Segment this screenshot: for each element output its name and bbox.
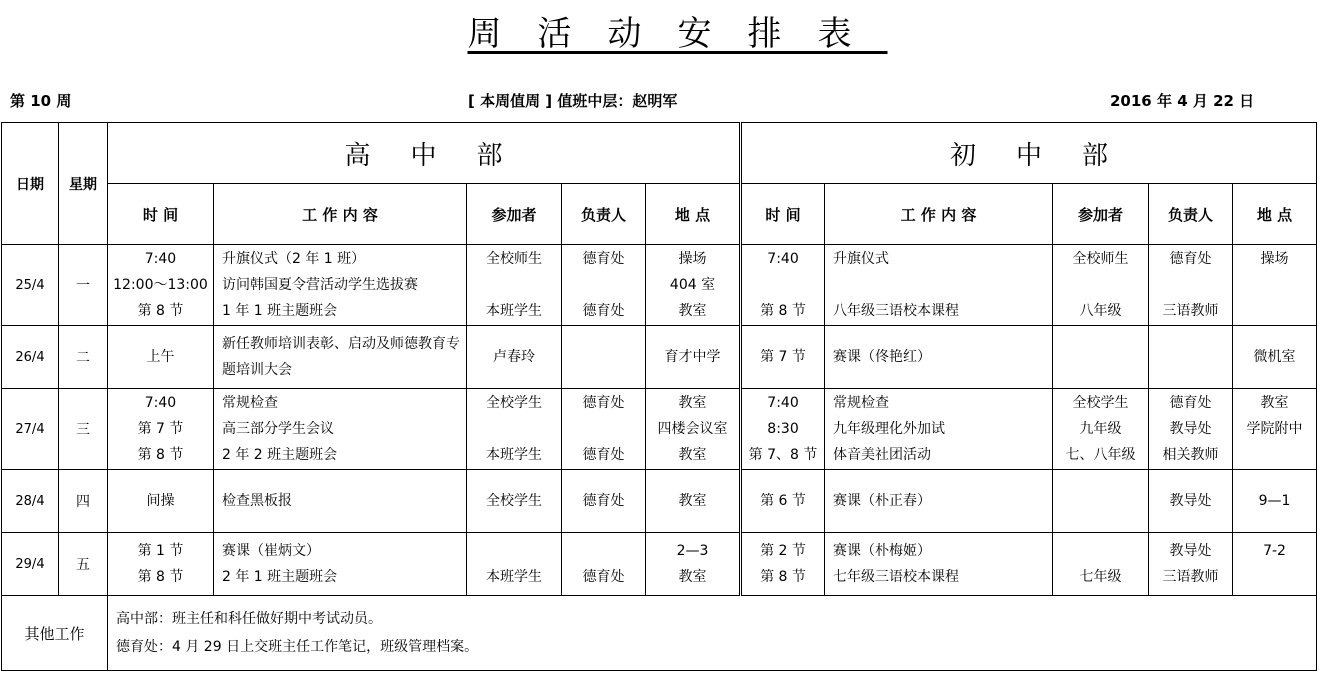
senior-location-line: 教室 (678, 569, 707, 585)
date-cell: 25/4 (2, 245, 59, 326)
senior-time-line: 第 8 节 (137, 447, 184, 463)
senior-time-line: 7:40 (144, 395, 177, 411)
junior-content-cell (825, 326, 1053, 389)
junior-location-line: 操场 (1260, 251, 1289, 267)
junior-time-line: 第 7、8 节 (748, 447, 818, 463)
junior-content-line: 赛课（佟艳红） (833, 349, 932, 365)
senior-participants-cell (467, 533, 562, 596)
junior-owner-line (1149, 344, 1232, 370)
date-cell: 27/4 (2, 389, 59, 470)
senior-owner-line (562, 538, 645, 564)
junior-participants-line (1053, 538, 1148, 564)
other-work-label: 其他工作 (2, 596, 108, 671)
senior-content-cell (214, 389, 467, 470)
junior-dept-header: 初中部 (741, 123, 1317, 184)
junior-time-line: 第 6 节 (760, 493, 806, 509)
junior-time-header: 时 间 (741, 184, 825, 245)
junior-location-line (1233, 564, 1316, 590)
junior-owner-line: 三语教师 (1162, 569, 1219, 585)
senior-owner-line: 德育处 (582, 303, 625, 319)
senior-content-line: 升旗仪式（2 年 1 班） (222, 251, 366, 267)
senior-content-line: 2 年 1 班主题班会 (222, 569, 338, 585)
weekday-cell: 二 (59, 326, 108, 389)
senior-owner-cell (562, 245, 646, 326)
senior-content-header: 工 作 内 容 (214, 184, 467, 245)
junior-time-cell (741, 389, 825, 470)
senior-location-cell (646, 470, 741, 533)
senior-time-cell (108, 470, 214, 533)
junior-content-cell (825, 245, 1053, 326)
senior-owner-line: 德育处 (582, 493, 625, 509)
senior-location-line: 教室 (678, 303, 707, 319)
junior-location-cell (1233, 245, 1317, 326)
senior-owner-cell (562, 389, 646, 470)
schedule-row (2, 389, 1317, 470)
junior-participants-line: 九年级 (1079, 421, 1122, 437)
senior-content-line: 1 年 1 班主题班会 (222, 303, 338, 319)
junior-location-header: 地 点 (1233, 184, 1317, 245)
junior-location-line: 7-2 (1263, 543, 1286, 559)
junior-location-cell (1233, 470, 1317, 533)
senior-participants-line: 卢春玲 (493, 349, 535, 365)
junior-time-line: 8:30 (767, 421, 799, 437)
senior-participants-line: 本班学生 (486, 447, 542, 463)
junior-location-line (1233, 272, 1316, 298)
schedule-row (2, 245, 1317, 326)
senior-content-cell (214, 326, 467, 389)
senior-owner-cell (562, 470, 646, 533)
junior-participants-cell (1053, 245, 1149, 326)
senior-content-line: 常规检查 (222, 395, 278, 411)
other-work-content (108, 596, 1317, 671)
senior-time-line: 第 8 节 (137, 569, 184, 585)
senior-participants-cell (467, 389, 562, 470)
weekday-cell: 四 (59, 470, 108, 533)
junior-owner-line: 教导处 (1169, 493, 1212, 509)
junior-owner-line (1149, 272, 1232, 298)
senior-location-cell (646, 533, 741, 596)
junior-content-line (833, 272, 1052, 298)
senior-time-cell (108, 533, 214, 596)
senior-participants-header: 参加者 (467, 184, 562, 245)
junior-location-cell (1233, 326, 1317, 389)
weekday-cell: 三 (59, 389, 108, 470)
junior-owner-line: 三语教师 (1162, 303, 1219, 319)
junior-content-line: 八年级三语校本课程 (833, 303, 960, 319)
senior-owner-header: 负责人 (562, 184, 646, 245)
junior-time-line: 第 7 节 (760, 349, 806, 365)
junior-participants-line (1053, 272, 1148, 298)
junior-owner-cell (1149, 389, 1233, 470)
date-header: 日期 (2, 123, 59, 245)
senior-content-line: 赛课（崔炳文） (222, 543, 320, 559)
junior-time-line: 第 8 节 (760, 303, 806, 319)
junior-time-cell (741, 245, 825, 326)
junior-owner-cell (1149, 245, 1233, 326)
senior-owner-line: 德育处 (582, 251, 625, 267)
junior-time-cell (741, 533, 825, 596)
senior-location-line: 教室 (678, 493, 707, 509)
junior-content-line: 赛课（朴梅姬） (833, 543, 932, 559)
senior-location-cell (646, 326, 741, 389)
junior-content-line: 升旗仪式 (833, 251, 890, 267)
junior-owner-line: 德育处 (1169, 395, 1212, 411)
junior-owner-cell (1149, 533, 1233, 596)
schedule-date: 2016 年 4 月 22 日 (1110, 92, 1255, 110)
senior-time-line: 7:40 (144, 251, 177, 267)
junior-owner-header: 负责人 (1149, 184, 1233, 245)
schedule-row (2, 470, 1317, 533)
senior-owner-line (562, 416, 645, 442)
junior-owner-cell (1149, 326, 1233, 389)
schedule-row (2, 326, 1317, 389)
other-work-line: 德育处：4 月 29 日上交班主任工作笔记，班级管理档案。 (116, 639, 479, 655)
senior-participants-cell (467, 326, 562, 389)
junior-owner-cell (1149, 470, 1233, 533)
senior-time-line: 上午 (146, 349, 175, 365)
junior-participants-line: 八年级 (1079, 303, 1122, 319)
junior-content-line: 常规检查 (833, 395, 890, 411)
senior-participants-line (467, 416, 561, 442)
weekday-cell: 五 (59, 533, 108, 596)
junior-time-line: 第 2 节 (760, 543, 806, 559)
junior-owner-line: 教导处 (1169, 543, 1212, 559)
date-cell: 26/4 (2, 326, 59, 389)
senior-location-line: 404 室 (669, 277, 716, 293)
senior-participants-line: 全校学生 (486, 395, 542, 411)
junior-participants-header: 参加者 (1053, 184, 1149, 245)
junior-location-line: 9—1 (1258, 493, 1291, 509)
junior-content-cell (825, 533, 1053, 596)
junior-participants-cell (1053, 326, 1149, 389)
junior-time-cell (741, 326, 825, 389)
duty-info: [ 本周值周 ] 值班中层：赵明军 (468, 92, 678, 110)
junior-content-header: 工 作 内 容 (825, 184, 1053, 245)
schedule-table (1, 122, 1317, 671)
senior-owner-line (562, 344, 645, 370)
junior-location-line (1233, 298, 1316, 324)
week-number: 第 10 周 (10, 92, 72, 110)
senior-participants-line: 全校师生 (486, 251, 542, 267)
junior-content-cell (825, 470, 1053, 533)
junior-participants-line: 七年级 (1079, 569, 1122, 585)
senior-time-line: 12:00～13:00 (113, 277, 208, 293)
junior-time-line: 第 8 节 (760, 569, 806, 585)
senior-owner-line: 德育处 (582, 395, 625, 411)
junior-owner-line: 教导处 (1169, 421, 1212, 437)
junior-content-line: 体音美社团活动 (833, 447, 932, 463)
junior-content-cell (825, 389, 1053, 470)
junior-participants-cell (1053, 533, 1149, 596)
senior-content-line: 新任教师培训表彰、启动及师德教育专题培训大会 (222, 336, 460, 378)
junior-content-line: 赛课（朴正春） (833, 493, 932, 509)
junior-location-line: 学院附中 (1246, 421, 1303, 437)
junior-participants-line: 全校学生 (1072, 395, 1129, 411)
junior-owner-line: 德育处 (1169, 251, 1212, 267)
junior-location-line (1233, 442, 1316, 468)
senior-time-line: 第 8 节 (137, 303, 184, 319)
senior-participants-line: 全校学生 (486, 493, 542, 509)
junior-time-line: 7:40 (767, 395, 799, 411)
senior-location-line: 教室 (678, 395, 707, 411)
junior-location-cell (1233, 533, 1317, 596)
senior-participants-line (467, 538, 561, 564)
weekday-header: 星期 (59, 123, 108, 245)
senior-time-line: 间操 (146, 493, 175, 509)
page-title: 周活动安排表 (467, 14, 888, 54)
senior-owner-line: 德育处 (582, 569, 625, 585)
senior-owner-cell (562, 326, 646, 389)
senior-owner-cell (562, 533, 646, 596)
senior-content-cell (214, 245, 467, 326)
junior-content-line: 九年级理化外加试 (833, 421, 946, 437)
senior-content-line: 高三部分学生会议 (222, 421, 334, 437)
senior-participants-cell (467, 470, 562, 533)
senior-participants-line: 本班学生 (486, 569, 542, 585)
senior-time-line: 第 1 节 (137, 543, 184, 559)
junior-content-line: 七年级三语校本课程 (833, 569, 960, 585)
senior-content-line: 访问韩国夏令营活动学生选拔赛 (222, 277, 418, 293)
senior-location-line: 操场 (678, 251, 707, 267)
senior-content-cell (214, 470, 467, 533)
junior-participants-line (1053, 488, 1148, 514)
senior-content-line: 2 年 2 班主题班会 (222, 447, 338, 463)
senior-time-cell (108, 389, 214, 470)
junior-participants-cell (1053, 470, 1149, 533)
junior-participants-line (1053, 344, 1148, 370)
senior-time-cell (108, 326, 214, 389)
weekday-cell: 一 (59, 245, 108, 326)
senior-time-line: 第 7 节 (137, 421, 184, 437)
senior-location-cell (646, 245, 741, 326)
senior-location-cell (646, 389, 741, 470)
junior-participants-line: 全校师生 (1072, 251, 1129, 267)
other-work-line: 高中部：班主任和科任做好期中考试动员。 (116, 611, 382, 627)
junior-location-cell (1233, 389, 1317, 470)
senior-location-line: 育才中学 (664, 349, 721, 365)
senior-location-line: 2—3 (676, 543, 709, 559)
senior-owner-line: 德育处 (582, 447, 625, 463)
senior-participants-line (467, 272, 561, 298)
junior-time-line: 7:40 (767, 251, 799, 267)
date-cell: 28/4 (2, 470, 59, 533)
senior-owner-line (562, 272, 645, 298)
senior-participants-line: 本班学生 (486, 303, 542, 319)
senior-time-cell (108, 245, 214, 326)
date-cell: 29/4 (2, 533, 59, 596)
senior-location-line: 四楼会议室 (657, 421, 728, 437)
schedule-row (2, 533, 1317, 596)
junior-owner-line: 相关教师 (1162, 447, 1219, 463)
junior-location-line: 微机室 (1253, 349, 1296, 365)
senior-location-header: 地 点 (646, 184, 741, 245)
senior-participants-cell (467, 245, 562, 326)
senior-content-line: 检查黑板报 (222, 493, 292, 509)
senior-location-line: 教室 (678, 447, 707, 463)
junior-participants-cell (1053, 389, 1149, 470)
senior-time-header: 时 间 (108, 184, 214, 245)
senior-dept-header: 高中部 (108, 123, 741, 184)
senior-content-cell (214, 533, 467, 596)
junior-time-cell (741, 470, 825, 533)
junior-location-line: 教室 (1260, 395, 1289, 411)
junior-time-line (742, 272, 824, 298)
junior-participants-line: 七、八年级 (1065, 447, 1136, 463)
